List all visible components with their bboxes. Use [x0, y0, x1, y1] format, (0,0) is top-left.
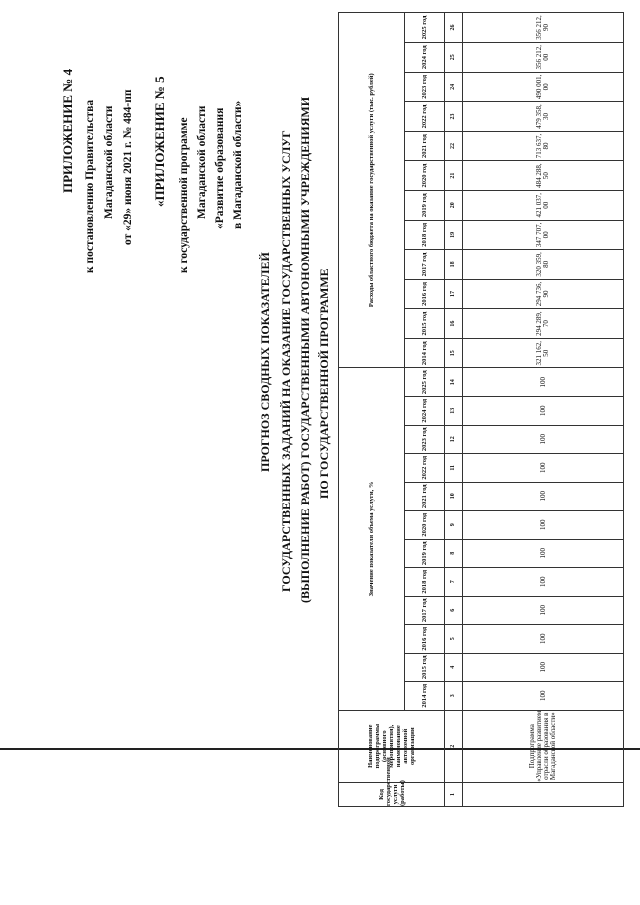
date-line: от «29» июня 2021 г. № 484-пп	[122, 89, 134, 245]
program-name: «Развитие образования	[214, 107, 226, 229]
column-numbers-row	[445, 13, 463, 807]
column-number: 24	[445, 72, 463, 102]
volume-value: 100	[463, 568, 624, 597]
expense-value: 484 288, 50	[463, 161, 624, 191]
year-header-volume: 2022 год	[405, 454, 445, 483]
header-volume-text: Значение показателя объема услуги, %	[368, 481, 376, 597]
title-line-4: ПО ГОСУДАРСТВЕННОЙ ПРОГРАММЕ	[317, 268, 331, 499]
title-line-1: ПРОГНОЗ СВОДНЫХ ПОКАЗАТЕЛЕЙ	[258, 252, 272, 472]
year-header-expenses: 2017 год	[405, 250, 445, 280]
expense-value: 294 736, 90	[463, 279, 624, 309]
column-number: 16	[445, 309, 463, 339]
column-number: 20	[445, 190, 463, 220]
volume-value: 100	[463, 625, 624, 654]
program-line: к государственной программе	[178, 117, 190, 273]
column-number: 23	[445, 102, 463, 132]
expense-value: 421 037, 00	[463, 190, 624, 220]
year-header-expenses: 2015 год	[405, 309, 445, 339]
year-header-expenses: 2014 год	[405, 338, 445, 368]
expense-value: 321 162, 50	[463, 338, 624, 368]
column-number: 13	[445, 397, 463, 426]
appendix5-title: «ПРИЛОЖЕНИЕ № 5	[152, 76, 167, 207]
column-number: 14	[445, 368, 463, 397]
expense-value: 713 637, 80	[463, 131, 624, 161]
year-header-expenses: 2022 год	[405, 102, 445, 132]
header-name	[339, 710, 445, 782]
year-header-expenses: 2020 год	[405, 161, 445, 191]
volume-value: 100	[463, 482, 624, 511]
column-number: 11	[445, 454, 463, 483]
years-row	[405, 13, 445, 807]
year-header-volume: 2023 год	[405, 425, 445, 454]
column-number: 21	[445, 161, 463, 191]
year-header-volume: 2014 год	[405, 682, 445, 711]
year-header-volume: 2019 год	[405, 539, 445, 568]
header-expenses-text: Расходы областного бюджета на оказание государственной услуги (тыс. рублей)	[368, 73, 376, 308]
column-number: 1	[445, 782, 463, 806]
year-header-volume: 2017 год	[405, 596, 445, 625]
column-number: 5	[445, 625, 463, 654]
column-number: 17	[445, 279, 463, 309]
region-line-1: Магаданской области	[103, 105, 115, 219]
column-number: 9	[445, 511, 463, 540]
header-code-text: Код государственной услуги (работы)	[377, 757, 406, 806]
row-name-text: Подпрограмма «Управление развитием отрасли образования в Магаданской области»	[528, 710, 558, 782]
volume-value: 100	[463, 454, 624, 483]
column-number: 19	[445, 220, 463, 250]
volume-value: 100	[463, 653, 624, 682]
column-number: 12	[445, 425, 463, 454]
expense-value: 479 358, 30	[463, 102, 624, 132]
year-header-expenses: 2016 год	[405, 279, 445, 309]
expense-value: 356 212, 90	[463, 13, 624, 43]
year-header-expenses: 2018 год	[405, 220, 445, 250]
volume-value: 100	[463, 539, 624, 568]
column-number: 4	[445, 653, 463, 682]
expense-value: 347 707, 00	[463, 220, 624, 250]
header-code	[339, 757, 445, 806]
column-number: 10	[445, 482, 463, 511]
row-code	[463, 782, 624, 806]
appendix-title: ПРИЛОЖЕНИЕ № 4	[60, 68, 75, 193]
year-header-expenses: 2023 год	[405, 72, 445, 102]
year-header-expenses: 2025 год	[405, 13, 445, 43]
year-header-expenses: 2019 год	[405, 190, 445, 220]
indicators-table	[338, 12, 624, 807]
year-header-volume: 2018 год	[405, 568, 445, 597]
expense-value: 294 289, 70	[463, 309, 624, 339]
column-number: 8	[445, 539, 463, 568]
title-line-3: (ВЫПОЛНЕНИЕ РАБОТ) ГОСУДАРСТВЕННЫМИ АВТОНОМНЫМИ УЧРЕЖДЕНИЯМИ	[298, 96, 312, 603]
column-number: 7	[445, 568, 463, 597]
column-number: 25	[445, 42, 463, 72]
column-number: 18	[445, 250, 463, 280]
year-header-volume: 2021 год	[405, 482, 445, 511]
column-number: 2	[445, 710, 463, 782]
region-line-2: Магаданской области	[196, 105, 208, 219]
volume-value: 100	[463, 682, 624, 711]
year-header-volume: 2016 год	[405, 625, 445, 654]
volume-value: 100	[463, 596, 624, 625]
title-line-2: ГОСУДАРСТВЕННЫХ ЗАДАНИЙ НА ОКАЗАНИЕ ГОСУДАРСТВЕННЫХ УСЛУГ	[279, 130, 293, 592]
column-number: 15	[445, 338, 463, 368]
year-header-expenses: 2021 год	[405, 131, 445, 161]
header-expenses-group	[339, 13, 405, 369]
expense-value: 320 359, 80	[463, 250, 624, 280]
year-header-volume: 2020 год	[405, 511, 445, 540]
header-name-text: Наименование подпрограммы (основного мероприятия), наименование автономной организации	[367, 723, 417, 769]
resolution-line: к постановлению Правительства	[84, 99, 96, 273]
column-number: 3	[445, 682, 463, 711]
expense-value: 490 001, 00	[463, 72, 624, 102]
program-region: в Магаданской области»	[232, 100, 244, 229]
expense-value: 356 212, 00	[463, 42, 624, 72]
row-name	[463, 710, 624, 782]
column-number: 26	[445, 13, 463, 43]
year-header-expenses: 2024 год	[405, 42, 445, 72]
column-number: 22	[445, 131, 463, 161]
volume-value: 100	[463, 397, 624, 426]
year-header-volume: 2015 год	[405, 653, 445, 682]
volume-value: 100	[463, 511, 624, 540]
header-volume-group	[339, 368, 405, 710]
table-row	[463, 13, 624, 807]
year-header-volume: 2024 год	[405, 397, 445, 426]
year-header-volume: 2025 год	[405, 368, 445, 397]
volume-value: 100	[463, 425, 624, 454]
volume-value: 100	[463, 368, 624, 397]
column-number: 6	[445, 596, 463, 625]
